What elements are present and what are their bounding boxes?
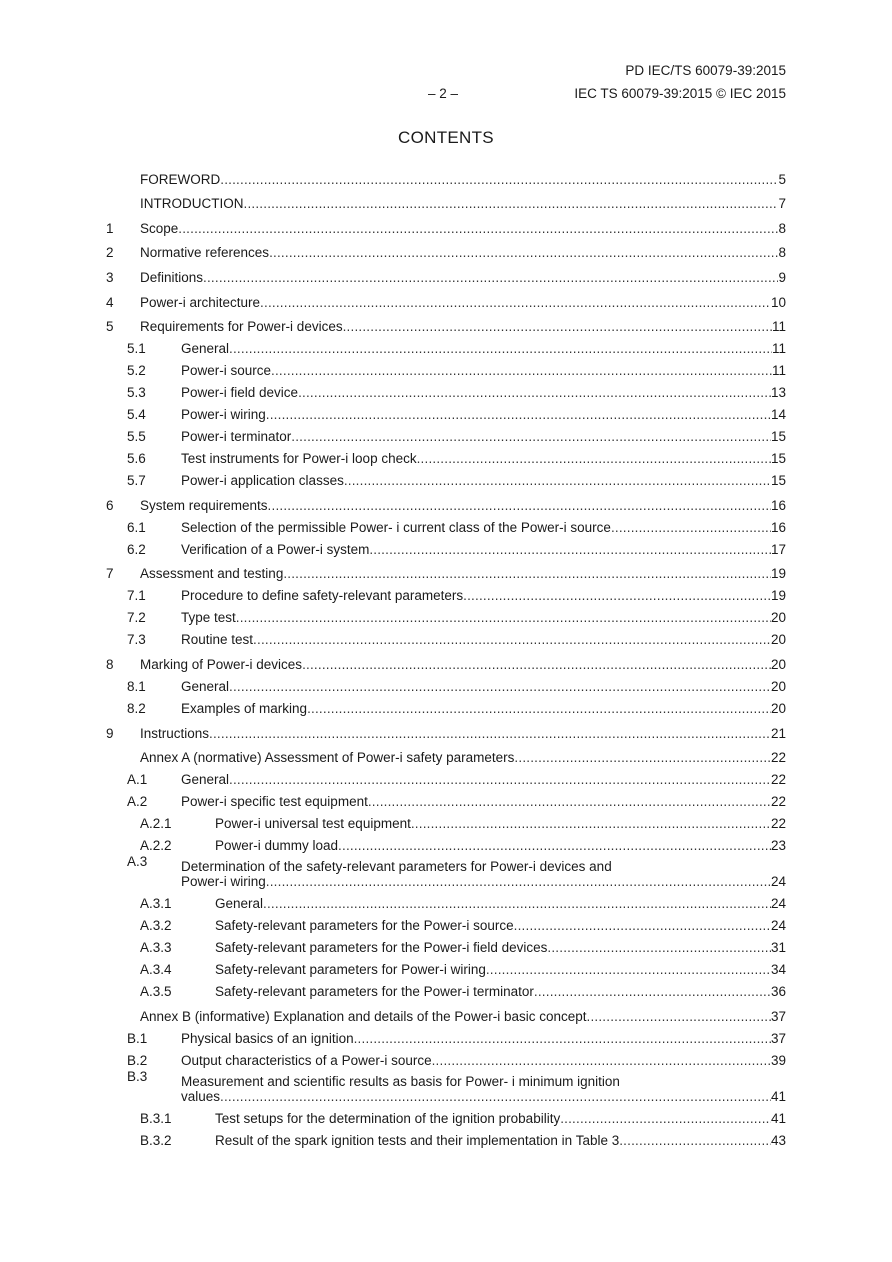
toc-entry[interactable] xyxy=(106,378,786,400)
toc-entry[interactable] xyxy=(106,1046,786,1068)
toc-entry-page: 20 xyxy=(770,678,786,694)
toc-entry[interactable] xyxy=(106,977,786,999)
toc-entry[interactable] xyxy=(106,334,786,356)
toc-entry-number: 5.3 xyxy=(127,385,146,401)
toc-entry-page: 36 xyxy=(770,984,786,1000)
toc-dot-leader xyxy=(291,429,771,444)
toc-entry-page: 11 xyxy=(771,341,786,357)
toc-entry[interactable] xyxy=(106,672,786,694)
toc-dot-leader xyxy=(203,270,778,285)
toc-entry-title: Verification of a Power-i system xyxy=(181,541,370,557)
toc-entry-number: A.3.4 xyxy=(140,962,172,978)
toc-entry-number: 7 xyxy=(106,566,114,582)
toc-entry-page: 13 xyxy=(770,385,786,401)
toc-entry-page: 10 xyxy=(770,294,786,310)
toc-dot-leader xyxy=(369,542,771,557)
toc-entry-page: 16 xyxy=(770,497,786,513)
toc-entry-title: Definitions xyxy=(140,269,204,285)
toc-entry-title-continued: values xyxy=(181,1088,221,1104)
toc-dot-leader xyxy=(463,588,771,603)
toc-entry[interactable] xyxy=(106,211,786,236)
toc-dot-leader xyxy=(253,632,771,647)
toc-entry-title: General xyxy=(181,678,230,694)
toc-entry-page: 37 xyxy=(770,1030,786,1046)
toc-entry-number: 7.3 xyxy=(127,632,146,648)
toc-entry[interactable] xyxy=(106,1104,786,1126)
toc-entry[interactable] xyxy=(106,765,786,787)
toc-dot-leader xyxy=(269,245,778,260)
toc-entry[interactable] xyxy=(106,933,786,955)
toc-entry-title: Safety-relevant parameters for the Power-i field devices xyxy=(215,940,548,956)
toc-entry-page: 14 xyxy=(770,407,786,423)
toc-entry-page: 39 xyxy=(770,1052,786,1068)
document-id-copyright: IEC TS 60079-39:2015 © IEC 2015 xyxy=(574,86,786,101)
toc-entry-title: Instructions xyxy=(140,725,210,741)
toc-entry[interactable] xyxy=(106,955,786,977)
toc-entry-title-continued: Power-i wiring xyxy=(181,874,266,890)
toc-entry-title: Power-i field device xyxy=(181,385,299,401)
toc-entry-title: Power-i source xyxy=(181,363,272,379)
toc-entry-number: 5.4 xyxy=(127,407,146,423)
toc-entry-title: Scope xyxy=(140,220,179,236)
toc-entry[interactable] xyxy=(106,466,786,488)
toc-entry[interactable] xyxy=(106,422,786,444)
toc-entry-number: B.3 xyxy=(127,1068,148,1084)
toc-entry-title: Power-i architecture xyxy=(140,294,261,310)
toc-entry[interactable] xyxy=(106,787,786,809)
toc-entry-number: 5.6 xyxy=(127,451,146,467)
toc-entry[interactable] xyxy=(106,647,786,672)
toc-entry-number: 9 xyxy=(106,725,114,741)
toc-entry-number: B.1 xyxy=(127,1030,148,1046)
toc-dot-leader xyxy=(619,1133,771,1148)
toc-entry-page: 22 xyxy=(770,772,786,788)
toc-entry-page: 5 xyxy=(778,171,786,187)
toc-entry-page: 15 xyxy=(770,429,786,445)
toc-dot-leader xyxy=(178,221,778,236)
toc-entry[interactable] xyxy=(106,557,786,582)
toc-entry[interactable] xyxy=(106,1068,786,1104)
toc-entry-title: Measurement and scientific results as basis for Power- i minimum ignition xyxy=(181,1073,620,1089)
toc-dot-leader xyxy=(338,838,771,853)
toc-dot-leader xyxy=(514,750,771,765)
toc-entry[interactable] xyxy=(106,603,786,625)
toc-entry-number: 5.2 xyxy=(127,363,146,379)
toc-dot-leader xyxy=(283,566,771,581)
table-of-contents xyxy=(106,162,786,1148)
toc-entry-page: 17 xyxy=(770,541,786,557)
toc-entry-title: Safety-relevant parameters for Power-i wiring xyxy=(215,962,486,978)
toc-entry-page: 19 xyxy=(770,588,786,604)
toc-entry[interactable] xyxy=(106,831,786,853)
toc-entry[interactable] xyxy=(106,162,786,187)
toc-entry-number: A.3 xyxy=(127,854,148,870)
toc-dot-leader xyxy=(534,984,771,999)
toc-entry-page: 24 xyxy=(770,918,786,934)
toc-entry[interactable] xyxy=(106,285,786,310)
toc-entry-page: 41 xyxy=(770,1088,786,1104)
toc-entry-number: A.3.1 xyxy=(140,896,172,912)
toc-entry-page: 24 xyxy=(770,896,786,912)
toc-entry-title: Result of the spark ignition tests and their implementation in Table 3 xyxy=(215,1132,620,1148)
toc-entry[interactable] xyxy=(106,356,786,378)
toc-entry-number: 8.1 xyxy=(127,678,146,694)
toc-entry-number: 8 xyxy=(106,656,114,672)
toc-dot-leader xyxy=(343,319,772,334)
toc-entry-number: 6 xyxy=(106,497,114,513)
toc-entry-title: Annex A (normative) Assessment of Power-i safety parameters xyxy=(140,750,515,766)
toc-entry-page: 9 xyxy=(778,269,786,285)
toc-dot-leader xyxy=(260,295,771,310)
toc-dot-leader xyxy=(266,874,771,889)
toc-entry-title: Normative references xyxy=(140,245,270,261)
toc-entry-page: 22 xyxy=(770,816,786,832)
toc-entry-number: 6.1 xyxy=(127,519,146,535)
toc-dot-leader xyxy=(307,701,771,716)
toc-entry-page: 8 xyxy=(778,245,786,261)
toc-dot-leader xyxy=(236,610,771,625)
toc-entry-title: Selection of the permissible Power- i current class of the Power-i source xyxy=(181,519,611,535)
toc-entry-page: 20 xyxy=(770,700,786,716)
toc-dot-leader xyxy=(263,896,771,911)
toc-entry-page: 37 xyxy=(770,1008,786,1024)
toc-entry-page: 41 xyxy=(770,1110,786,1126)
toc-entry-title: Output characteristics of a Power-i source xyxy=(181,1052,432,1068)
toc-entry-number: 2 xyxy=(106,245,114,261)
toc-entry[interactable] xyxy=(106,444,786,466)
toc-entry-number: A.3.3 xyxy=(140,940,172,956)
toc-entry-page: 15 xyxy=(770,451,786,467)
toc-entry-page: 23 xyxy=(770,838,786,854)
toc-dot-leader xyxy=(486,962,771,977)
toc-entry-number: A.1 xyxy=(127,772,148,788)
toc-entry[interactable] xyxy=(106,1126,786,1148)
toc-dot-leader xyxy=(611,520,771,535)
toc-dot-leader xyxy=(220,172,778,187)
toc-entry-number: 6.2 xyxy=(127,541,146,557)
toc-entry-number: 7.1 xyxy=(127,588,146,604)
toc-entry-number: A.2 xyxy=(127,794,148,810)
toc-entry-title: General xyxy=(181,341,230,357)
toc-dot-leader xyxy=(209,726,771,741)
toc-entry-title: Marking of Power-i devices xyxy=(140,656,303,672)
toc-entry[interactable] xyxy=(106,310,786,335)
toc-dot-leader xyxy=(432,1053,771,1068)
toc-entry[interactable] xyxy=(106,260,786,285)
toc-entry-number: A.2.1 xyxy=(140,816,172,832)
toc-entry-title: Annex B (informative) Explanation and details of the Power-i basic concept xyxy=(140,1008,587,1024)
toc-entry-page: 21 xyxy=(770,725,786,741)
document-id: PD IEC/TS 60079-39:2015 xyxy=(625,63,786,78)
toc-entry-page: 8 xyxy=(778,220,786,236)
toc-entry-page: 31 xyxy=(770,940,786,956)
toc-dot-leader xyxy=(271,363,772,378)
toc-entry-number: A.2.2 xyxy=(140,838,172,854)
toc-entry-title: Power-i universal test equipment xyxy=(215,816,411,832)
page-number: – 2 – xyxy=(428,86,459,101)
toc-entry[interactable] xyxy=(106,625,786,647)
toc-entry[interactable] xyxy=(106,581,786,603)
toc-dot-leader xyxy=(587,1009,771,1024)
toc-entry[interactable] xyxy=(106,853,786,889)
toc-entry-title: FOREWORD xyxy=(140,171,221,187)
toc-entry-title: INTRODUCTION xyxy=(140,196,244,212)
toc-dot-leader xyxy=(302,657,771,672)
toc-dot-leader xyxy=(344,473,771,488)
toc-entry-title: General xyxy=(181,772,230,788)
toc-entry-page: 24 xyxy=(770,874,786,890)
toc-entry[interactable] xyxy=(106,488,786,513)
toc-dot-leader xyxy=(229,341,772,356)
toc-entry-number: A.3.2 xyxy=(140,918,172,934)
toc-entry-number: 7.2 xyxy=(127,610,146,626)
toc-entry-title: General xyxy=(215,896,264,912)
toc-entry-title: Safety-relevant parameters for the Power-i source xyxy=(215,918,514,934)
toc-entry[interactable] xyxy=(106,187,786,212)
toc-entry[interactable] xyxy=(106,694,786,716)
toc-entry[interactable] xyxy=(106,999,786,1024)
toc-entry[interactable] xyxy=(106,716,786,741)
toc-entry[interactable] xyxy=(106,1024,786,1046)
toc-entry-title: Examples of marking xyxy=(181,700,308,716)
toc-entry[interactable] xyxy=(106,809,786,831)
toc-title: CONTENTS xyxy=(398,128,494,147)
toc-entry-title: Procedure to define safety-relevant parameters xyxy=(181,588,464,604)
toc-dot-leader xyxy=(368,794,771,809)
toc-dot-leader xyxy=(417,451,771,466)
toc-entry[interactable] xyxy=(106,513,786,535)
toc-entry-number: 5.5 xyxy=(127,429,146,445)
toc-dot-leader xyxy=(514,918,771,933)
toc-entry-number: 3 xyxy=(106,269,114,285)
toc-entry-page: 11 xyxy=(771,319,786,335)
toc-entry-title: Safety-relevant parameters for the Power-i terminator xyxy=(215,984,534,1000)
toc-entry-page: 16 xyxy=(770,519,786,535)
toc-entry-title: Requirements for Power-i devices xyxy=(140,319,343,335)
toc-dot-leader xyxy=(220,1089,771,1104)
toc-entry[interactable] xyxy=(106,535,786,557)
toc-entry-number: 5 xyxy=(106,319,114,335)
toc-dot-leader xyxy=(229,772,771,787)
toc-entry-title: Test setups for the determination of the ignition probability xyxy=(215,1110,561,1126)
toc-entry-title: Test instruments for Power-i loop check xyxy=(181,451,417,467)
toc-dot-leader xyxy=(547,940,771,955)
toc-entry-page: 19 xyxy=(770,566,786,582)
toc-entry-number: B.3.1 xyxy=(140,1110,172,1126)
toc-dot-leader xyxy=(229,679,771,694)
toc-entry-number: 1 xyxy=(106,220,114,236)
toc-entry-number: 8.2 xyxy=(127,700,146,716)
toc-entry-title: Routine test xyxy=(181,632,254,648)
toc-entry-title: Power-i application classes xyxy=(181,473,344,489)
toc-dot-leader xyxy=(411,816,771,831)
toc-entry-page: 15 xyxy=(770,473,786,489)
toc-entry-title: Power-i dummy load xyxy=(215,838,339,854)
toc-dot-leader xyxy=(244,196,779,211)
toc-entry-number: A.3.5 xyxy=(140,984,172,1000)
toc-entry[interactable] xyxy=(106,741,786,766)
toc-entry-title: Type test xyxy=(181,610,236,626)
toc-dot-leader xyxy=(560,1111,771,1126)
toc-dot-leader xyxy=(268,498,771,513)
toc-entry[interactable] xyxy=(106,889,786,911)
toc-entry-page: 7 xyxy=(778,196,786,212)
toc-entry-title: System requirements xyxy=(140,497,268,513)
toc-entry-title: Power-i specific test equipment xyxy=(181,794,368,810)
toc-entry-number: B.2 xyxy=(127,1052,148,1068)
toc-entry-number: 5.1 xyxy=(127,341,146,357)
toc-entry-page: 20 xyxy=(770,656,786,672)
toc-entry[interactable] xyxy=(106,400,786,422)
toc-entry-number: 4 xyxy=(106,294,114,310)
toc-entry[interactable] xyxy=(106,236,786,261)
toc-dot-leader xyxy=(266,407,771,422)
toc-entry[interactable] xyxy=(106,911,786,933)
toc-entry-page: 43 xyxy=(770,1132,786,1148)
toc-entry-title: Determination of the safety-relevant parameters for Power-i devices and xyxy=(181,859,612,875)
toc-entry-title: Power-i terminator xyxy=(181,429,292,445)
toc-entry-title: Assessment and testing xyxy=(140,566,284,582)
toc-entry-title: Power-i wiring xyxy=(181,407,266,423)
toc-entry-page: 20 xyxy=(770,632,786,648)
toc-entry-page: 22 xyxy=(770,750,786,766)
toc-entry-page: 20 xyxy=(770,610,786,626)
toc-entry-number: 5.7 xyxy=(127,473,146,489)
toc-dot-leader xyxy=(354,1031,771,1046)
toc-entry-page: 11 xyxy=(771,363,786,379)
toc-entry-page: 22 xyxy=(770,794,786,810)
toc-entry-page: 34 xyxy=(770,962,786,978)
toc-dot-leader xyxy=(298,385,771,400)
toc-entry-title: Physical basics of an ignition xyxy=(181,1030,354,1046)
toc-entry-number: B.3.2 xyxy=(140,1132,172,1148)
